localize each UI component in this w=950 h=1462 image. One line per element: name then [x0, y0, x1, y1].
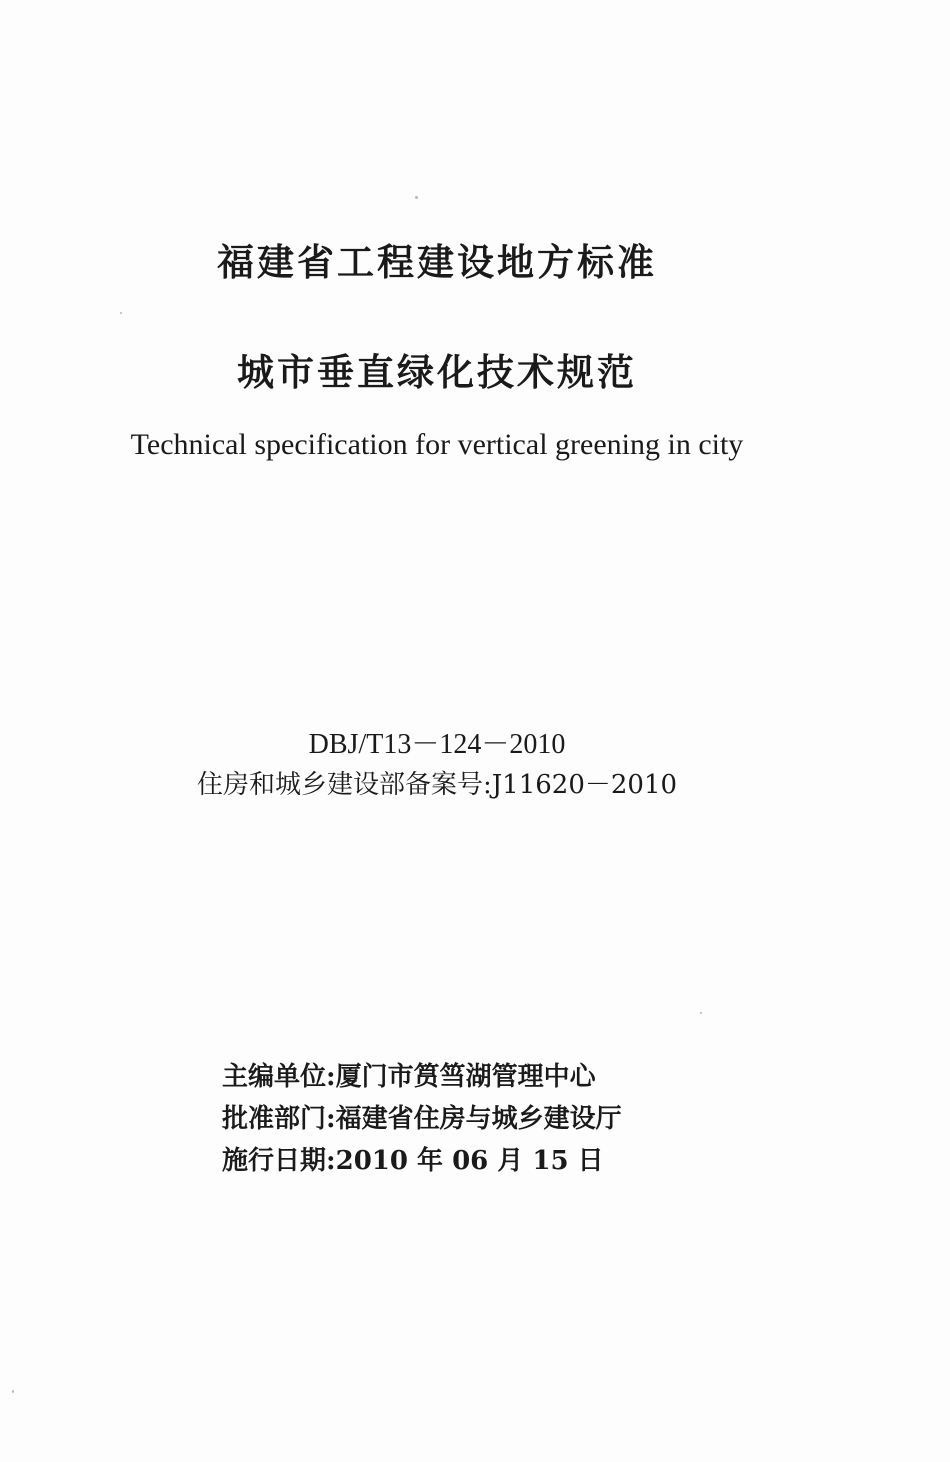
scan-speck	[12, 1390, 14, 1393]
approval-department: 批准部门:福建省住房与城乡建设厅	[222, 1104, 622, 1134]
record-number: 住房和城乡建设部备案号:J11620－2010	[196, 770, 678, 800]
scan-speck	[700, 1012, 702, 1014]
series-title: 福建省工程建设地方标准	[217, 241, 657, 284]
chief-editor-unit: 主编单位:厦门市筼筜湖管理中心	[222, 1062, 596, 1092]
document-title: 城市垂直绿化技术规范	[237, 351, 637, 394]
effective-date: 施行日期:2010 年 06 月 15 日	[222, 1146, 604, 1176]
document-title-english: Technical specification for vertical greening in city	[130, 428, 744, 461]
scan-speck	[415, 196, 418, 199]
standard-number: DBJ/T13－124－2010	[308, 729, 566, 760]
scan-speck	[120, 312, 122, 314]
